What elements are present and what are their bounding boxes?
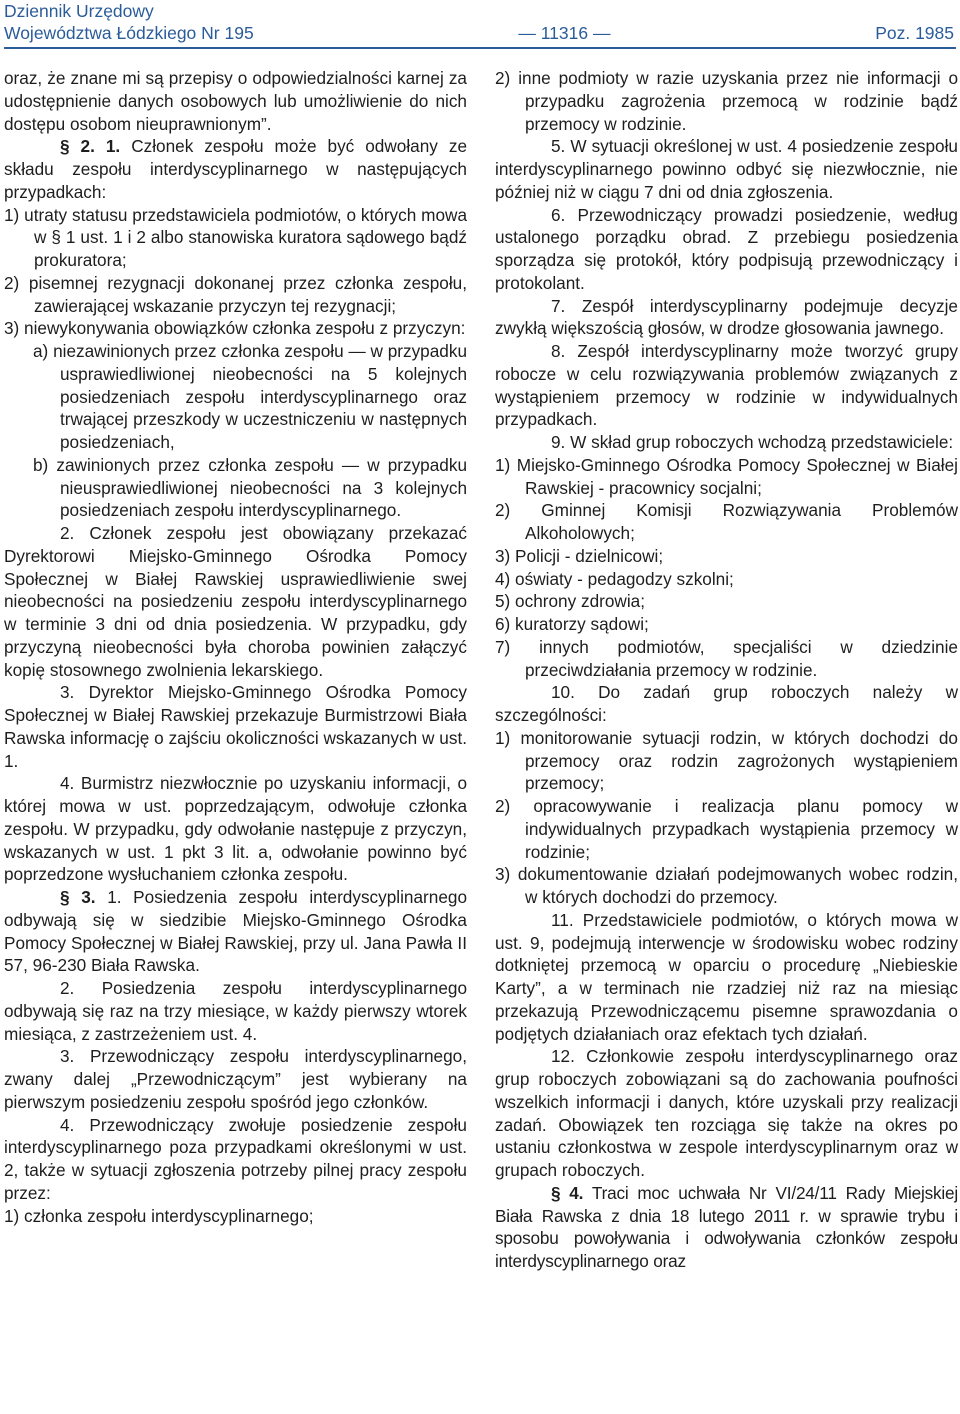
sub-list-item: a) niezawinionych przez członka zespołu — w przypadku usprawiedliwionej nieobecności na 5 kolejnych posiedzeniach zespołu interdyscyplinarnego oraz trwającej przeszkody w uczestniczeniu w następnych posiedzeniach, <box>33 341 467 452</box>
paragraph: 10. Do zadań grup roboczych należy w szczególności: <box>495 682 958 725</box>
paragraph: 8. Zespół interdyscyplinarny może tworzyć grupy robocze w celu rozwiązywania problemów związanych z wystąpieniem przemocy w rodzinie w indywidualnych przypadkach. <box>495 341 958 430</box>
paragraph: 12. Członkowie zespołu interdyscyplinarnego oraz grup roboczych zobowiązani są do zachowania poufności wszelkich informacji i danych, które uzyskali przy realizacji zadań. Obowiązek ten rozciąga się także na okres po ustaniu członkostwa w zespole interdyscyplinarnym oraz w grupach roboczych. <box>495 1046 958 1180</box>
paragraph: 2. Posiedzenia zespołu interdyscyplinarnego odbywają się raz na trzy miesiące, w każdy pierwszy wtorek miesiąca, z zastrzeżeniem ust. 4. <box>4 978 467 1044</box>
right-column <box>495 67 958 1273</box>
list-item: 3) dokumentowanie działań podejmowanych wobec rodzin, w których dochodzi do przemocy. <box>495 864 958 907</box>
list-item: 3) Policji - dzielnicowi; <box>495 545 664 566</box>
list-item: 1) utraty statusu przedstawiciela podmiotów, o których mowa w § 1 ust. 1 i 2 albo stanowiska kuratora sądowego bądź prokuratora; <box>4 204 467 270</box>
list-item: 2) pisemnej rezygnacji dokonanej przez członka zespołu, zawierającej wskazanie przyczyn tej rezygnacji; <box>4 272 467 316</box>
paragraph: 11. Przedstawiciele podmiotów, o których mowa w ust. 9, podejmują interwencje w środowisku wobec rodziny dotkniętej przemocą w oparciu o procedurę „Niebieskie Karty”, a w terminach nie rzadziej niż raz na miesiąc przekazują Przewodniczącemu pisemne sprawozdania o podjętych działaniach oraz efektach tych działań. <box>495 909 958 1044</box>
paragraph: 5. W sytuacji określonej w ust. 4 posiedzenie zespołu interdyscyplinarnego powinno odbyć się niezwłocznie, nie później niż w ciągu 7 dni od dnia zgłoszenia. <box>495 136 958 202</box>
paragraph: 9. W skład grup roboczych wchodzą przedstawiciele: <box>551 432 954 452</box>
paragraph: oraz, że znane mi są przepisy o odpowiedzialności karnej za udostępnienie danych osobowych lub umożliwienie do nich dostępu osobom nieuprawnionym”. <box>4 68 467 134</box>
journal-subtitle: Województwa Łódzkiego Nr 195 <box>4 23 254 43</box>
list-item: 4) oświaty - pedagodzy szkolni; <box>495 568 734 589</box>
paragraph: 3. Przewodniczący zespołu interdyscyplinarnego, zwany dalej „Przewodniczącym” jest wybierany na pierwszym posiedzeniu zespołu spośród jego członków. <box>4 1046 467 1112</box>
paragraph: 6. Przewodniczący prowadzi posiedzenie, według ustalonego porządku obrad. Z przebiegu posiedzenia sporządza się protokół, który podpisują przewodniczący i protokolant. <box>495 204 958 293</box>
paragraph: 2. Członek zespołu jest obowiązany przekazać Dyrektorowi Miejsko-Gminnego Ośrodka Pomocy Społecznej w Białej Rawskiej usprawiedliwienie swej nieobecności na posiedzeniu zespołu interdyscyplinarnego w terminie 3 dni od dnia posiedzenia. W przypadku, gdy przyczyną nieobecności była choroba powinien załączyć kopię stosownego zwolnienia lekarskiego. <box>4 523 467 680</box>
header-divider <box>4 47 956 49</box>
section-4-marker: § 4. <box>551 1182 584 1203</box>
section-2-paragraph-1 <box>4 135 467 203</box>
paragraph: 4. Przewodniczący zwołuje posiedzenie zespołu interdyscyplinarnego poza przypadkami określonymi w ust. 2, także w sytuacji zgłoszenia potrzeby pilnej pracy zespołu przez: <box>4 1114 467 1203</box>
list-item: 2) opracowywanie i realizacja planu pomocy w indywidualnych przypadkach wystąpienia przemocy w rodzinie; <box>495 796 958 862</box>
list-item: 1) monitorowanie sytuacji rodzin, w których dochodzi do przemocy oraz rodzin zagrożonych wystąpieniem przemocy; <box>495 727 958 794</box>
list-item: 2) inne podmioty w razie uzyskania przez nie informacji o przypadku zagrożenia przemocą w rodzinie bądź przemocy w rodzinie. <box>495 68 958 134</box>
sub-list-item: b) zawinionych przez członka zespołu — w przypadku nieusprawiedliwionej nieobecności na 3 kolejnych posiedzeniach zespołu interdyscyplinarnego. <box>33 454 467 521</box>
paragraph: 7. Zespół interdyscyplinarny podejmuje decyzje zwykłą większością głosów, w drodze głosowania jawnego. <box>495 295 958 339</box>
section-3-paragraph-1 <box>4 886 467 977</box>
page-number: — 11316 — <box>518 23 611 43</box>
list-item: 3) niewykonywania obowiązków członka zespołu z przyczyn: <box>4 318 466 339</box>
clause-text: Członek zespołu może być odwołany ze składu zespołu interdyscyplinarnego w następujących przypadkach: <box>4 136 467 202</box>
paragraph: 4. Burmistrz niezwłocznie po uzyskaniu informacji, o której mowa w ust. poprzedzającym, odwołuje członka zespołu. W przypadku, gdy odwołanie następuje z przyczyn, wskazanych w ust. 1 pkt 3 lit. a, odwołanie powinno być poprzedzone wysłuchaniem członka zespołu. <box>4 773 467 885</box>
clause-number: 1. <box>105 136 121 157</box>
page-header <box>4 0 954 44</box>
section-2-marker: § 2. <box>60 136 95 157</box>
list-item: 2) Gminnej Komisji Rozwiązywania Problemów Alkoholowych; <box>495 500 958 543</box>
section-3-marker: § 3. <box>60 887 96 907</box>
left-column <box>4 67 467 1227</box>
clause-text: 1. Posiedzenia zespołu interdyscyplinarnego odbywają się w siedzibie Miejsko-Gminnego Ośrodka Pomocy Społecznej w Białej Rawskiej, przy ul. Jana Pawła II 57, 96-230 Biała Rawska. <box>4 887 468 976</box>
clause-text: Traci moc uchwała Nr VI/24/11 Rady Miejskiej Biała Rawska z dnia 18 lutego 2011 r. w sprawie trybu i sposobu powoływania i odwoływania członków zespołu interdyscyplinarnego oraz <box>495 1182 959 1271</box>
list-item: 6) kuratorzy sądowi; <box>495 614 649 634</box>
list-item: 5) ochrony zdrowia; <box>495 591 645 612</box>
list-item: 1) członka zespołu interdyscyplinarnego; <box>4 1205 314 1226</box>
header-row <box>4 22 954 44</box>
section-4-paragraph <box>495 1182 958 1273</box>
list-item: 1) Miejsko-Gminnego Ośrodka Pomocy Społecznej w Białej Rawskiej - pracownicy socjalni; <box>495 454 958 498</box>
list-item: 7) innych podmiotów, specjaliści w dziedzinie przeciwdziałania przemocy w rodzinie. <box>495 636 958 680</box>
paragraph: 3. Dyrektor Miejsko-Gminnego Ośrodka Pomocy Społecznej w Białej Rawskiej przekazuje Burmistrzowi Biała Rawska informację o zajściu okoliczności wskazanych w ust. 1. <box>4 682 467 771</box>
journal-title: Dziennik Urzędowy <box>4 1 154 21</box>
position-number: Poz. 1985 <box>875 23 954 43</box>
